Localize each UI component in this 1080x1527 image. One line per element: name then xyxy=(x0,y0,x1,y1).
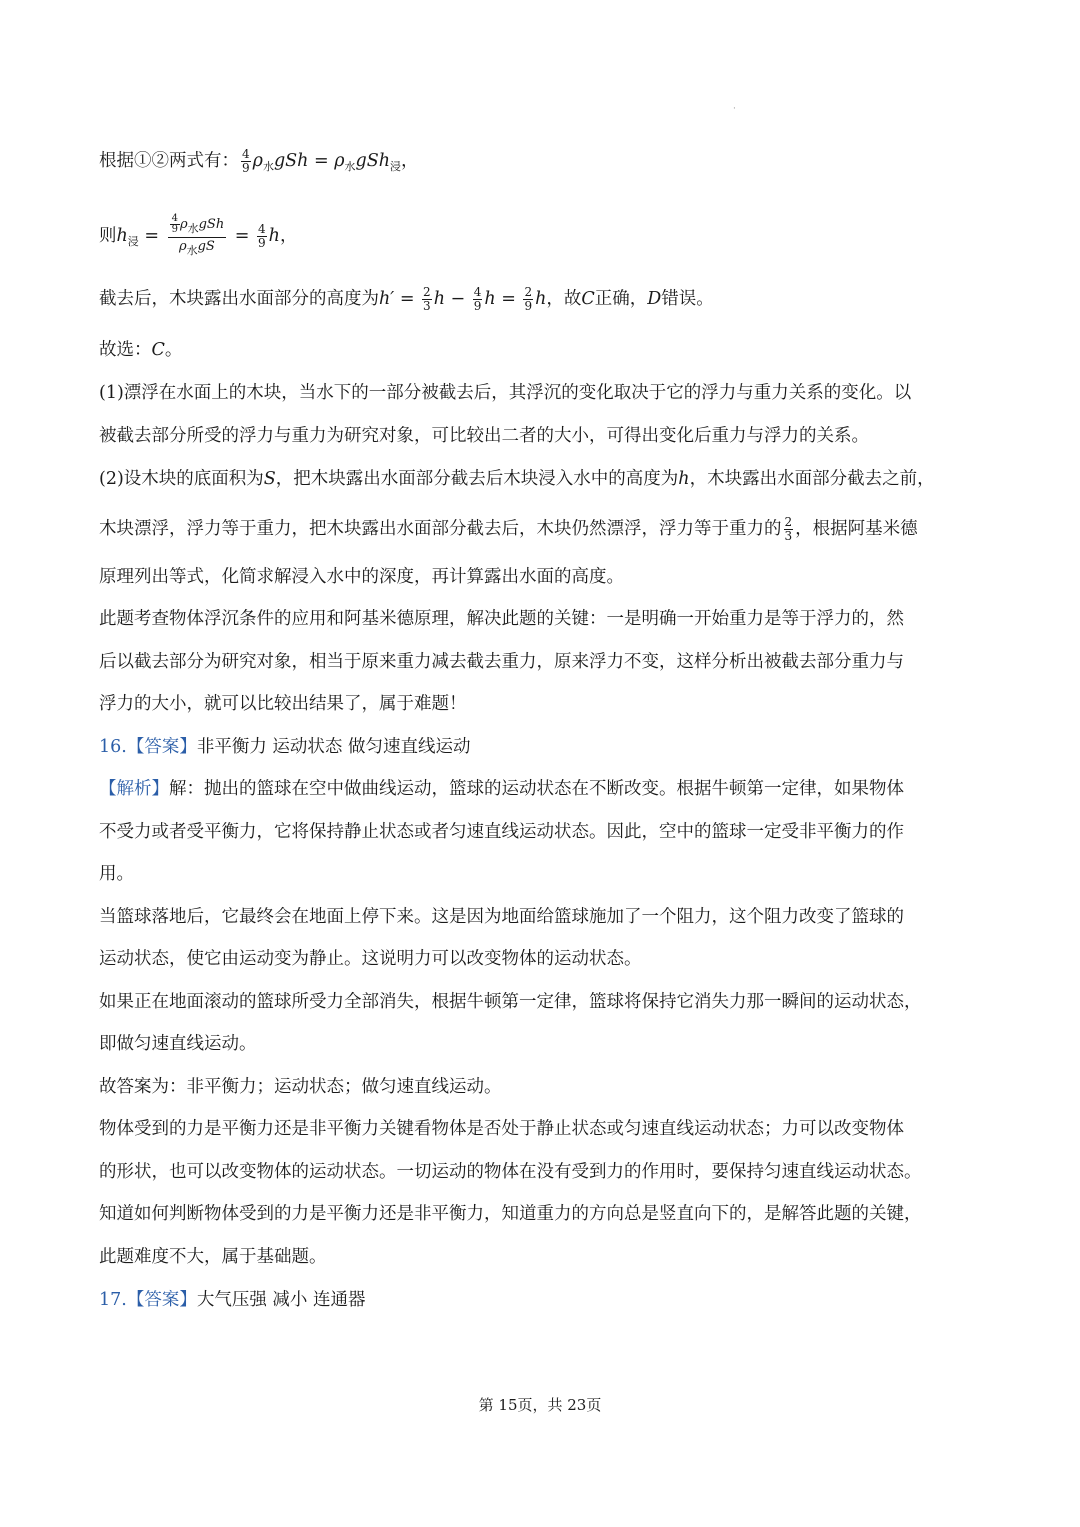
paragraph-line: (2)设木块的底面积为S，把木块露出水面部分截去后木块浸入水中的高度为h，木块露出水面部分截去之前， xyxy=(99,469,935,489)
fraction: $\frac{4}{9}$ xyxy=(242,147,250,175)
question-16-answer: 16.【答案】非平衡力 运动状态 做匀速直线运动 xyxy=(99,737,471,757)
page-corner-mark: · xyxy=(733,104,736,114)
paragraph-line: 此题难度不大，属于基础题。 xyxy=(99,1247,327,1267)
paragraph-line: 即做匀速直线运动。 xyxy=(99,1034,257,1054)
text: 根据①②两式有： xyxy=(99,151,239,171)
fraction: $\frac{2}{3}$ xyxy=(423,285,431,313)
fraction: $\frac{2}{3}$ xyxy=(784,515,793,543)
question-16-analysis: 【解析】解：抛出的篮球在空中做曲线运动，篮球的运动状态在不断改变。根据牛顿第一定律，如果物体 xyxy=(99,779,904,799)
paragraph-line: 故答案为：非平衡力；运动状态；做匀速直线运动。 xyxy=(99,1077,502,1097)
equation-line-1: 根据①②两式有： $\frac{4}{9}$ $\rho_水gSh = \rho_水gSh_浸$， xyxy=(99,147,419,175)
paragraph-line: 浮力的大小，就可以比较出结果了，属于难题！ xyxy=(99,694,467,714)
paragraph-line: 用。 xyxy=(99,864,134,884)
paragraph-line: 木块漂浮，浮力等于重力，把木块露出水面部分截去后，木块仍然漂浮，浮力等于重力的 $\frac{2}{3}$ ，根据阿基米德 xyxy=(99,515,918,543)
paragraph-line: (1)漂浮在水面上的木块，当水下的一部分被截去后，其浮沉的变化取决于它的浮力与重力关系的变化。以 xyxy=(99,383,912,403)
paragraph-line: 物体受到的力是平衡力还是非平衡力关键看物体是否处于静止状态或匀速直线运动状态；力可以改变物体 xyxy=(99,1119,904,1139)
fraction: $\frac{2}{9}$ xyxy=(524,285,533,313)
equation-line-3: 截去后，木块露出水面部分的高度为h′ = $\frac{2}{3}$ h − $\frac{4}{9}$ h = $\frac{2}{9}$ h，故C正确，D错误。 xyxy=(99,285,714,313)
paragraph-line: 后以截去部分为研究对象，相当于原来重力减去截去重力，原来浮力不变，这样分析出被截去部分重力与 xyxy=(99,652,904,672)
paragraph-line: 被截去部分所受的浮力与重力为研究对象，可比较出二者的大小，可得出变化后重力与浮力的关系。 xyxy=(99,426,869,446)
paragraph-line: 的形状，也可以改变物体的运动状态。一切运动的物体在没有受到力的作用时，要保持匀速直线运动状态。 xyxy=(99,1162,922,1182)
fraction: $\frac{4}{9}$ xyxy=(473,285,482,313)
page-footer: 第 15页，共 23页 xyxy=(478,1396,602,1414)
paragraph-line: 运动状态，使它由运动变为静止。这说明力可以改变物体的运动状态。 xyxy=(99,949,642,969)
fraction: $\frac{4}{9}$ xyxy=(258,222,266,250)
paragraph-line: 如果正在地面滚动的篮球所受力全部消失，根据牛顿第一定律，篮球将保持它消失力那一瞬间的运动状态， xyxy=(99,992,922,1012)
paragraph-line: 原理列出等式，化简求解浸入水中的深度，再计算露出水面的高度。 xyxy=(99,567,624,587)
equation-line-2: 则$h_浸$ = $\frac{4}{9}$ $\rho_水gSh$ $\rho_水gS$ = $\frac{4}{9}$ h， xyxy=(99,213,298,257)
choice-line: 故选：C。 xyxy=(99,340,183,360)
paragraph-line: 此题考查物体浮沉条件的应用和阿基米德原理，解决此题的关键：一是明确一开始重力是等于浮力的，然 xyxy=(99,609,904,629)
paragraph-line: 知道如何判断物体受到的力是平衡力还是非平衡力，知道重力的方向总是竖直向下的，是解答此题的关键， xyxy=(99,1204,922,1224)
question-17-answer: 17.【答案】大气压强 减小 连通器 xyxy=(99,1290,366,1310)
paragraph-line: 当篮球落地后，它最终会在地面上停下来。这是因为地面给篮球施加了一个阻力，这个阻力改变了篮球的 xyxy=(99,907,904,927)
fraction: $\frac{4}{9}$ $\rho_水gSh$ $\rho_水gS$ xyxy=(168,214,227,259)
paragraph-line: 不受力或者受平衡力，它将保持静止状态或者匀速直线运动状态。因此，空中的篮球一定受非平衡力的作 xyxy=(99,822,904,842)
